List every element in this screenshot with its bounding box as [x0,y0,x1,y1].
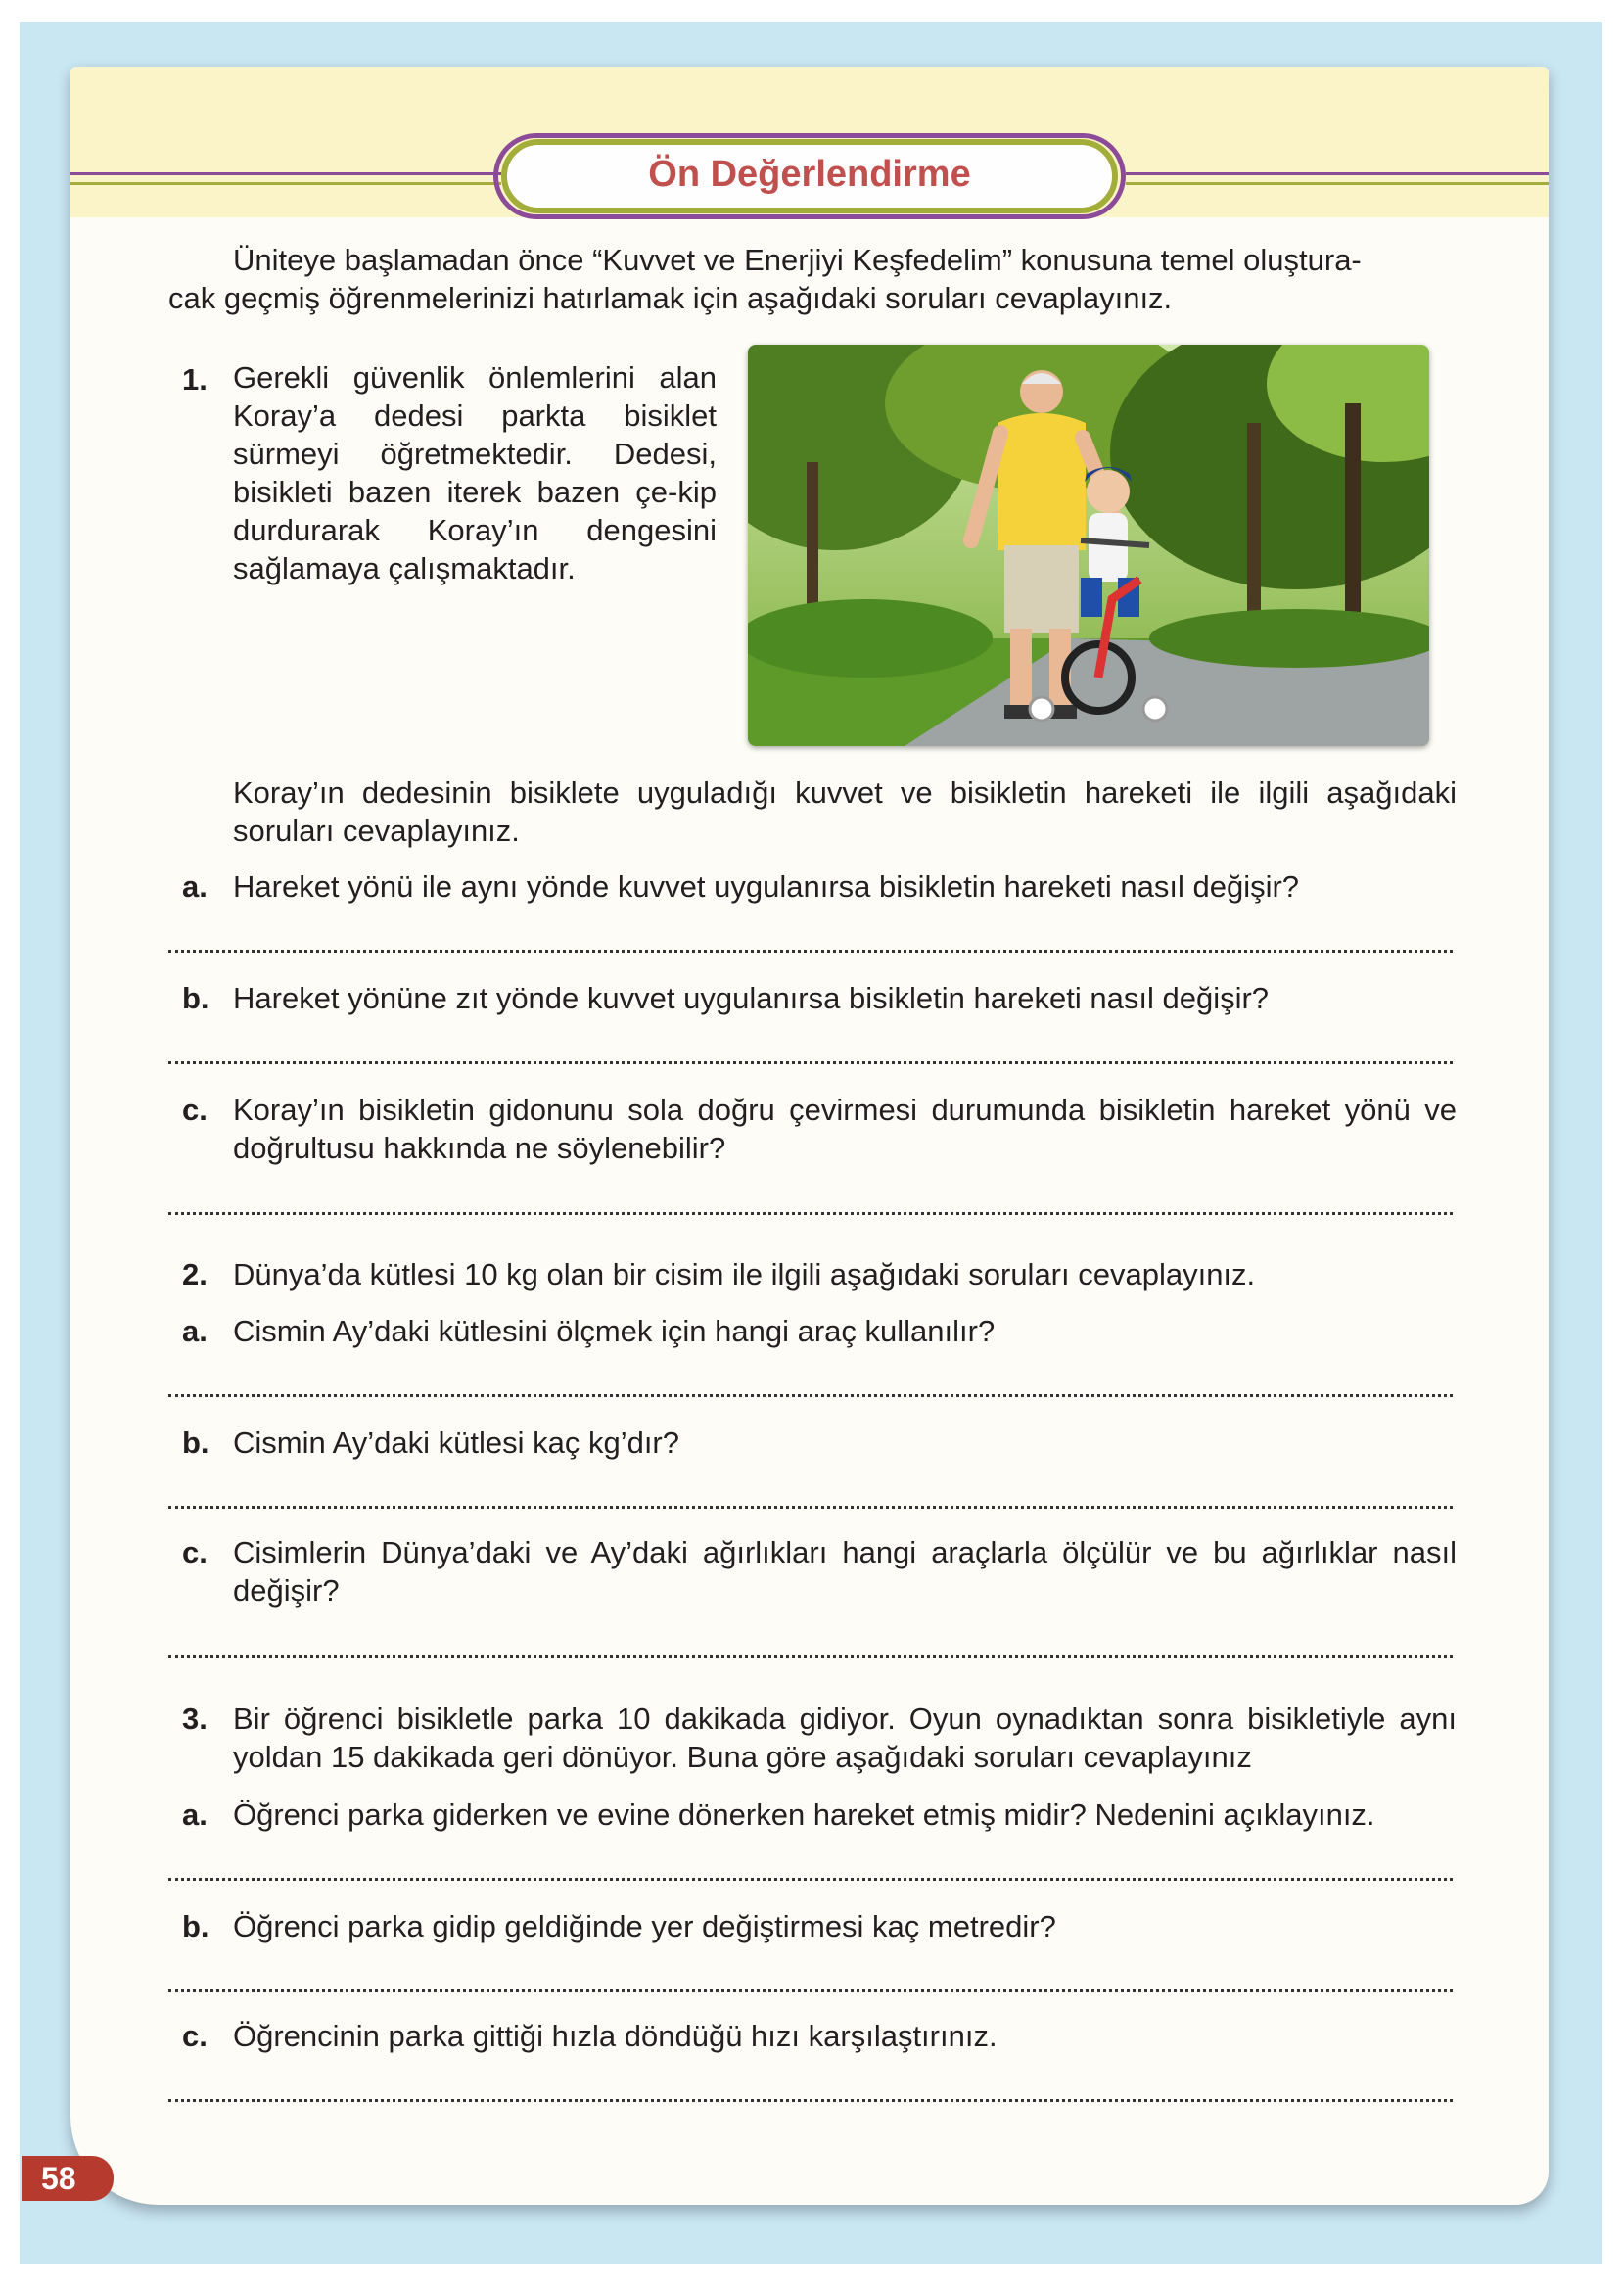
intro-line-1: Üniteye başlamadan önce “Kuvvet ve Enerjiyi Keşfedelim” konusuna temel oluştura- [233,243,1362,277]
header-line-left-green [70,182,501,185]
question-3a-text: Öğrenci parka giderken ve evine dönerken hareket etmiş midir? Nedenini açıklayınız. [233,1798,1375,1832]
question-2c-text: Cisimlerin Dünya’daki ve Ay’daki ağırlıkları hangi araçlarla ölçülür ve bu ağırlıklar nasıl değişir? [233,1535,1457,1608]
question-3-text: Bir öğrenci bisikletle parka 10 dakikada gidiyor. Oyun oynadıktan sonra bisikletiyle aynı yoldan 15 dakikada geri dönüyor. Buna göre aşağıdaki soruları cevaplayınız [233,1702,1457,1774]
question-3c-text: Öğrencinin parka gittiği hızla döndüğü hızı karşılaştırınız. [233,2019,998,2053]
question-3c-label: c. [182,2019,208,2053]
answer-line-3b[interactable] [168,1989,1453,1992]
question-1c-text: Koray’ın bisikletin gidonunu sola doğru çevirmesi durumunda bisikletin hareket yönü ve doğrultusu hakkında ne söylenebilir? [233,1093,1457,1165]
header-line-right-purple [1126,172,1549,175]
answer-line-3a[interactable] [168,1878,1453,1881]
question-2a-text: Cismin Ay’daki kütlesini ölçmek için hangi araç kullanılır? [233,1314,996,1348]
question-2-text: Dünya’da kütlesi 10 kg olan bir cisim ile ilgili aşağıdaki soruları cevaplayınız. [233,1257,1256,1291]
question-1a-text: Hareket yönü ile aynı yönde kuvvet uygulanırsa bisikletin hareketi nasıl değişir? [233,869,1300,904]
question-3b-text: Öğrenci parka gidip geldiğinde yer değiştirmesi kaç metredir? [233,1909,1056,1943]
answer-line-2a[interactable] [168,1394,1453,1397]
question-1c-label: c. [182,1093,208,1127]
answer-line-1c[interactable] [168,1212,1453,1215]
page-number: 58 [22,2156,114,2201]
question-1-text: Gerekli güvenlik önlemlerini alan Koray’a dedesi parkta bisiklet sürmeyi öğretmektedir. Dedesi, bisikleti bazen iterek bazen çe-kip durdurarak Koray’ın dengesini sağlamaya çalışmaktadır. [233,360,717,585]
answer-line-2c[interactable] [168,1655,1453,1658]
question-1b-label: b. [182,981,209,1015]
header-line-right-green [1126,182,1549,185]
answer-line-1a[interactable] [168,950,1453,953]
question-1b-text: Hareket yönüne zıt yönde kuvvet uygulanırsa bisikletin hareketi nasıl değişir? [233,981,1270,1015]
answer-line-2b[interactable] [168,1506,1453,1509]
question-2a-label: a. [182,1314,208,1348]
question-3-number: 3. [182,1702,208,1736]
question-1-photo [748,345,1429,746]
intro-line-2: cak geçmiş öğrenmelerinizi hatırlamak için aşağıdaki soruları cevaplayınız. [168,281,1173,315]
question-1-prompt: Koray’ın dedesinin bisiklete uyguladığı kuvvet ve bisikletin hareketi ile ilgili aşağıdaki soruları cevaplayınız. [233,775,1457,848]
answer-line-3c[interactable] [168,2099,1453,2102]
question-2c-label: c. [182,1535,208,1569]
question-2b-label: b. [182,1426,209,1460]
question-2b-text: Cismin Ay’daki kütlesi kaç kg’dır? [233,1426,679,1460]
question-3b-label: b. [182,1909,209,1943]
header-line-left-purple [70,172,501,175]
page-title: Ön Değerlendirme [648,154,971,195]
question-2-number: 2. [182,1257,208,1291]
answer-line-1b[interactable] [168,1061,1453,1064]
question-1-number: 1. [182,362,208,397]
question-3a-label: a. [182,1798,208,1832]
question-1a-label: a. [182,869,208,904]
park-bicycle-illustration [748,345,1429,746]
